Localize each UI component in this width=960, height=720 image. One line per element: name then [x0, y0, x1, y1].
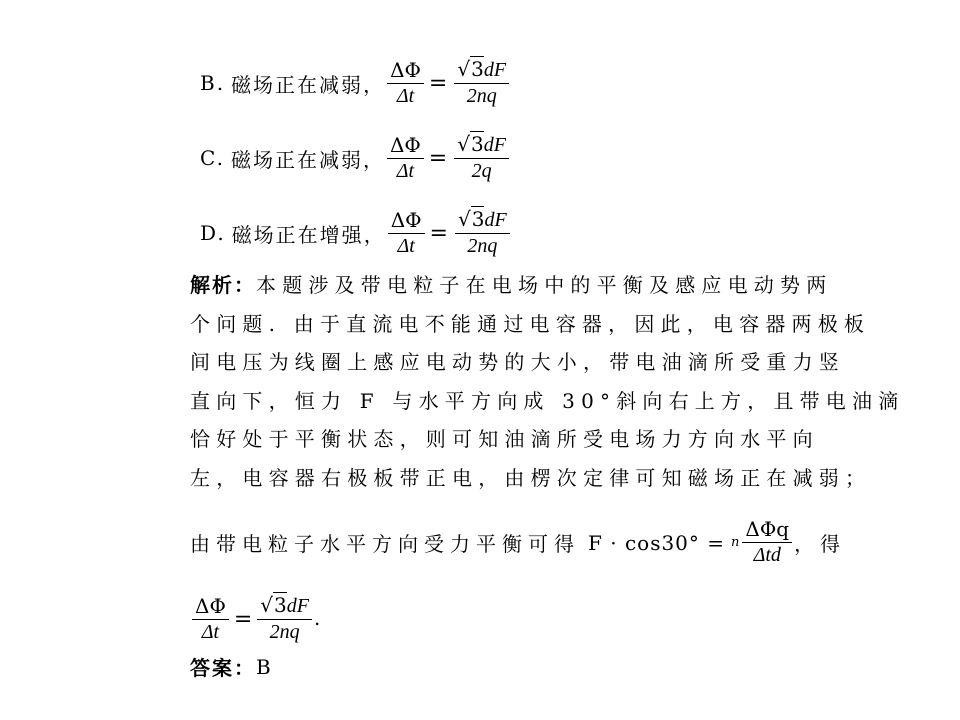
- equilibrium-formula-line: 由带电粒子水平方向受力平衡可得 F · cos30° = n $\frac{\text{ΔΦq}}{\text{Δtd}}$ ，得: [190, 517, 847, 566]
- answer-label: 答案: [190, 656, 234, 680]
- sqrt-icon: √: [457, 207, 471, 231]
- analysis-line: 直向下，恒力 F 与水平方向成 30°斜向右上方，且带电油滴: [190, 388, 905, 413]
- lhs-fraction: $\frac{\Delta\Phi}{\Delta t}$: [388, 209, 425, 258]
- result-formula: $\frac{\Delta\Phi}{\Delta t}$ = $\frac{√3dF}{2nq}$ .: [190, 594, 320, 644]
- sqrt-icon: √: [457, 57, 471, 81]
- option-label: C.: [200, 146, 225, 170]
- answer-line: 答案 ： B: [190, 652, 272, 681]
- rhs-fraction: $\frac{√3dF}{2nq}$: [257, 594, 312, 644]
- analysis-line: 解析：本题涉及带电粒子在电场中的平衡及感应电动势两: [190, 273, 833, 297]
- option-b: B. 磁场正在减弱 ， $\frac{\Delta\Phi}{\Delta t}$ = $\frac{√3dF}{2nq}$: [200, 58, 511, 108]
- answer-value: B: [256, 654, 272, 679]
- option-label: D.: [200, 221, 226, 245]
- rhs-fraction: $\frac{√3dF}{2nq}$: [454, 58, 509, 108]
- rhs-fraction: $\frac{√3dF}{2q}$: [454, 133, 509, 183]
- sqrt-icon: √: [260, 593, 274, 617]
- option-text: 磁场正在减弱: [230, 147, 363, 172]
- analysis-line: 左，电容器右极板带正电，由楞次定律可知磁场正在减弱；: [190, 465, 872, 490]
- analysis-line: 个问题. 由于直流电不能通过电容器，因此，电容器两极板: [190, 311, 871, 336]
- analysis-paragraph: [190, 266, 905, 497]
- flux-fraction: $\frac{\text{ΔΦq}}{\text{Δtd}}$: [742, 518, 792, 567]
- lhs-fraction: $\frac{\Delta\Phi}{\Delta t}$: [387, 134, 424, 183]
- analysis-line: 间电压为线圈上感应电动势的大小，带电油滴所受重力竖: [190, 350, 845, 374]
- option-text: 磁场正在增强: [231, 222, 364, 247]
- lhs-fraction: $\frac{\Delta\Phi}{\Delta t}$: [192, 595, 229, 644]
- option-c: C. 磁场正在减弱 ， $\frac{\Delta\Phi}{\Delta t}$ = $\frac{√3dF}{2q}$: [200, 133, 511, 183]
- analysis-heading: 解析: [190, 273, 234, 297]
- option-text: 磁场正在减弱: [231, 72, 364, 97]
- option-label: B.: [200, 71, 226, 95]
- lhs-fraction: $\frac{\Delta\Phi}{\Delta t}$: [387, 59, 424, 108]
- option-d: D. 磁场正在增强 ， $\frac{\Delta\Phi}{\Delta t}$ = $\frac{√3dF}{2nq}$: [200, 208, 512, 258]
- sqrt-icon: √: [457, 132, 470, 156]
- rhs-fraction: $\frac{√3dF}{2nq}$: [455, 208, 510, 258]
- analysis-line: 恰好处于平衡状态，则可知油滴所受电场力方向水平向: [190, 427, 819, 451]
